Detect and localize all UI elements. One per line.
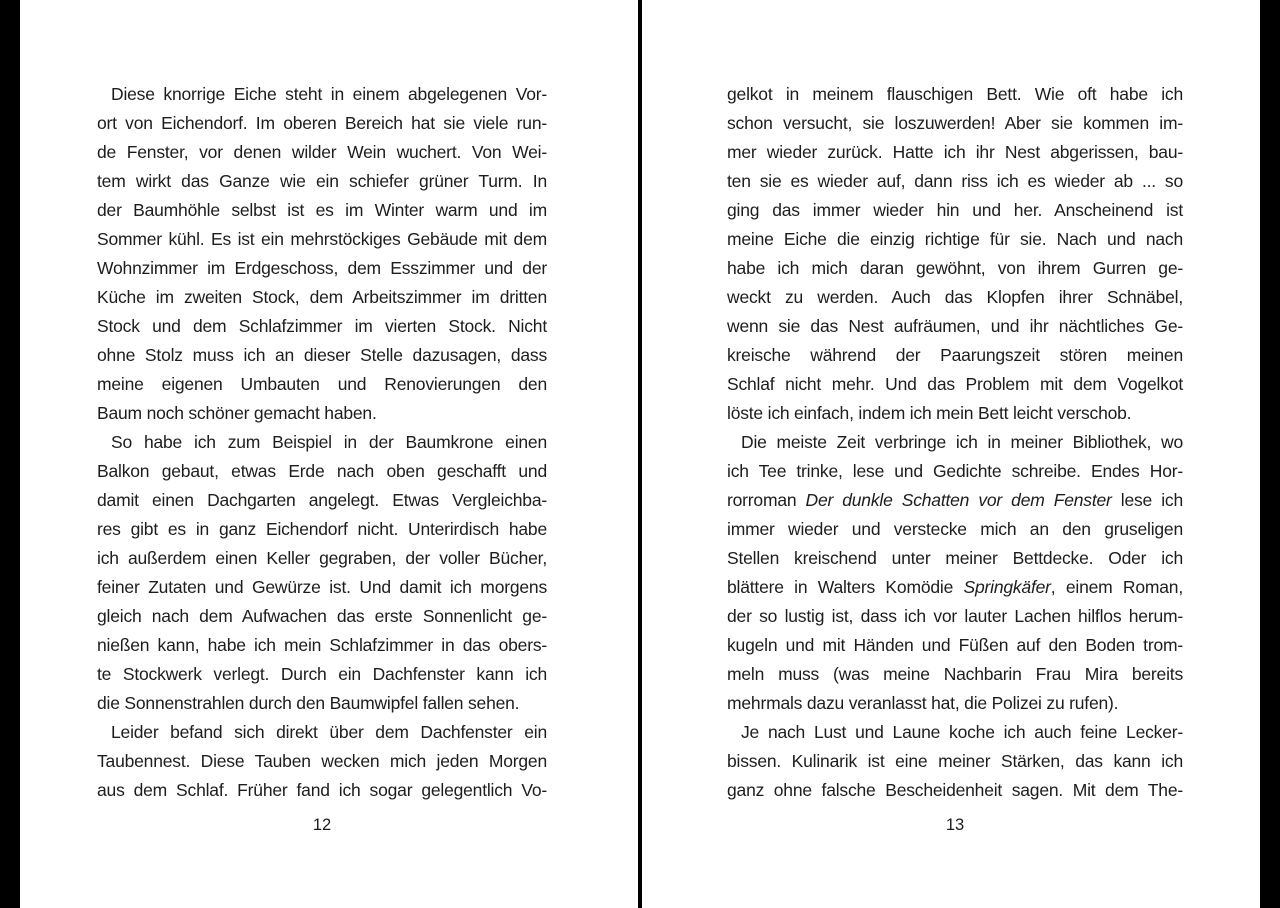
page-number-right: 13: [945, 816, 965, 834]
text-line: [97, 341, 547, 370]
text-line: [97, 660, 547, 689]
book-title-italic: Springkäfer: [963, 577, 1051, 597]
text-run: mer wieder zurück. Hatte ich ihr Nest abgerissen, bau-: [727, 142, 1183, 162]
text-line: [97, 399, 547, 428]
text-run: ich Tee trinke, lese und Gedichte schreibe. Endes Hor-: [727, 461, 1183, 481]
text-line: [97, 312, 547, 341]
text-line: [727, 254, 1183, 283]
text-line: [727, 225, 1183, 254]
text-run: ich außerdem einen Keller gegraben, der voller Bücher,: [97, 548, 547, 568]
text-run: meln muss (was meine Nachbarin Frau Mira bereits: [727, 664, 1183, 684]
page-divider: [638, 0, 642, 908]
text-run: mehrmals dazu veranlasst hat, die Polizei zu rufen).: [727, 693, 1119, 713]
text-line: [97, 80, 547, 109]
text-run: meine Eiche die einzig richtige für sie. Nach und nach: [727, 229, 1183, 249]
text-run: tem wirkt das Ganze wie ein schiefer grüner Turm. In: [97, 171, 547, 191]
text-line: [97, 776, 547, 805]
text-run: löste ich einfach, indem ich mein Bett leicht verschob.: [727, 403, 1132, 423]
text-line: [97, 225, 547, 254]
text-line: [97, 109, 547, 138]
text-line: [97, 602, 547, 631]
text-line: [727, 689, 1183, 718]
text-line: [727, 631, 1183, 660]
text-run: gleich nach dem Aufwachen das erste Sonnenlicht ge-: [97, 606, 547, 626]
text-run: Balkon gebaut, etwas Erde nach oben geschafft und: [97, 461, 547, 481]
text-line: [97, 515, 547, 544]
text-run: immer wieder und verstecke mich an den gruseligen: [727, 519, 1183, 539]
text-run: de Fenster, vor denen wilder Wein wuchert. Von Wei-: [97, 142, 547, 162]
text-run: die Sonnenstrahlen durch den Baumwipfel fallen sehen.: [97, 693, 520, 713]
text-run: aus dem Schlaf. Früher fand ich sogar gelegentlich Vo-: [97, 780, 547, 800]
text-line: [727, 399, 1183, 428]
text-line: [97, 631, 547, 660]
text-line: [727, 486, 1183, 515]
text-run: wenn sie das Nest aufräumen, und ihr nächtliches Ge-: [727, 316, 1183, 336]
text-run: damit einen Dachgarten angelegt. Etwas Vergleichba-: [97, 490, 547, 510]
text-line: [727, 283, 1183, 312]
text-run: nießen kann, habe ich mein Schlafzimmer in das obers-: [97, 635, 547, 655]
text-run: Leider befand sich direkt über dem Dachfenster ein: [111, 722, 547, 742]
text-line: [727, 515, 1183, 544]
text-run: Baum noch schöner gemacht haben.: [97, 403, 377, 423]
text-run: der so lustig ist, dass ich vor lauter Lachen hilflos herum-: [727, 606, 1183, 626]
text-run: lese ich: [1111, 490, 1183, 510]
book-edge-right: [1260, 0, 1280, 908]
text-run: Wohnzimmer im Erdgeschoss, dem Esszimmer und der: [97, 258, 547, 278]
text-line: [97, 428, 547, 457]
text-run: ging das immer wieder hin und her. Anscheinend ist: [727, 200, 1183, 220]
text-run: ohne Stolz muss ich an dieser Stelle dazusagen, dass: [97, 345, 547, 365]
text-run: kreische während der Paarungszeit stören meinen: [727, 345, 1183, 365]
text-line: [727, 138, 1183, 167]
text-run: Die meiste Zeit verbringe ich in meiner Bibliothek, wo: [741, 432, 1183, 452]
text-run: gelkot in meinem flauschigen Bett. Wie oft habe ich: [727, 84, 1183, 104]
text-run: habe ich mich daran gewöhnt, von ihrem Gurren ge-: [727, 258, 1183, 278]
text-line: [97, 718, 547, 747]
text-line: [727, 312, 1183, 341]
text-run: der Baumhöhle selbst ist es im Winter warm und im: [97, 200, 547, 220]
text-line: [727, 428, 1183, 457]
text-run: Diese knorrige Eiche steht in einem abgelegenen Vor-: [111, 84, 547, 104]
text-run: ten sie es wieder auf, dann riss ich es wieder ab ... so: [727, 171, 1183, 191]
text-line: [97, 254, 547, 283]
text-run: weckt zu werden. Auch das Klopfen ihrer Schnäbel,: [727, 287, 1183, 307]
text-line: [727, 573, 1183, 602]
text-line: [97, 457, 547, 486]
text-line: [97, 370, 547, 399]
text-run: Küche im zweiten Stock, dem Arbeitszimmer im dritten: [97, 287, 547, 307]
text-line: [97, 747, 547, 776]
text-line: [727, 341, 1183, 370]
text-run: bissen. Kulinarik ist eine meiner Stärken, das kann ich: [727, 751, 1183, 771]
text-line: [727, 80, 1183, 109]
text-run: res gibt es in ganz Eichendorf nicht. Unterirdisch habe: [97, 519, 547, 539]
text-line: [727, 167, 1183, 196]
text-line: [97, 283, 547, 312]
text-line: [97, 573, 547, 602]
book-edge-left: [0, 0, 20, 908]
text-line: [727, 457, 1183, 486]
page-left-text: [97, 80, 547, 805]
text-line: [727, 544, 1183, 573]
text-run: Sommer kühl. Es ist ein mehrstöckiges Gebäude mit dem: [97, 229, 547, 249]
text-line: [97, 167, 547, 196]
text-run: Stellen kreischend unter meiner Bettdecke. Oder ich: [727, 548, 1183, 568]
text-line: [97, 544, 547, 573]
text-line: [727, 718, 1183, 747]
text-line: [727, 747, 1183, 776]
text-line: [727, 660, 1183, 689]
text-line: [97, 196, 547, 225]
text-line: [727, 370, 1183, 399]
page-right-text: [727, 80, 1183, 805]
text-run: , einem Roman,: [1050, 577, 1183, 597]
text-run: Je nach Lust und Laune koche ich auch feine Lecker-: [741, 722, 1183, 742]
page-number-left: 12: [312, 816, 332, 834]
text-line: [727, 109, 1183, 138]
text-run: feiner Zutaten und Gewürze ist. Und damit ich morgens: [97, 577, 547, 597]
text-line: [727, 196, 1183, 225]
text-run: te Stockwerk verlegt. Durch ein Dachfenster kann ich: [97, 664, 547, 684]
text-run: schon versucht, sie loszuwerden! Aber sie kommen im-: [727, 113, 1183, 133]
text-run: meine eigenen Umbauten und Renovierungen den: [97, 374, 547, 394]
text-run: ort von Eichendorf. Im oberen Bereich hat sie viele run-: [97, 113, 547, 133]
text-line: [97, 689, 547, 718]
text-run: Taubennest. Diese Tauben wecken mich jeden Morgen: [97, 751, 547, 771]
text-run: Schlaf nicht mehr. Und das Problem mit dem Vogelkot: [727, 374, 1183, 394]
book-title-italic: Der dunkle Schatten vor dem Fenster: [805, 490, 1112, 510]
text-run: Stock und dem Schlafzimmer im vierten Stock. Nicht: [97, 316, 547, 336]
text-line: [727, 602, 1183, 631]
text-run: kugeln und mit Händen und Füßen auf den Boden trom-: [727, 635, 1183, 655]
text-line: [97, 486, 547, 515]
text-run: So habe ich zum Beispiel in der Baumkrone einen: [111, 432, 547, 452]
text-run: ganz ohne falsche Bescheidenheit sagen. Mit dem The-: [727, 780, 1183, 800]
text-line: [97, 138, 547, 167]
text-line: [727, 776, 1183, 805]
text-run: rorroman: [727, 490, 806, 510]
text-run: blättere in Walters Komödie: [727, 577, 964, 597]
